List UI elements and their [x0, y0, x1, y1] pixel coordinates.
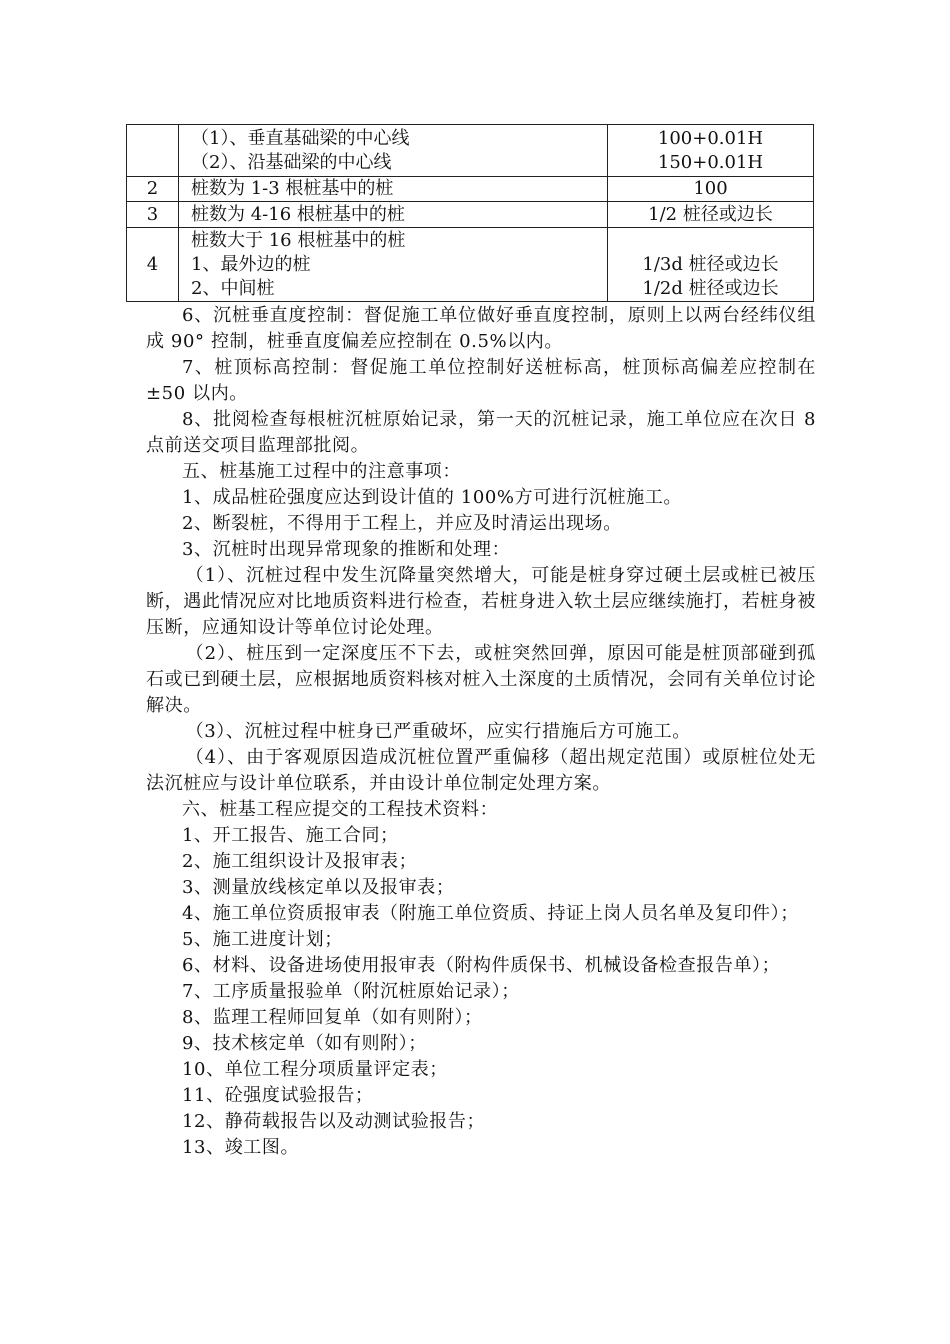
- row-number: [127, 125, 179, 177]
- list-item: 13、竣工图。: [182, 1137, 300, 1158]
- paragraph: （1）、沉桩过程中发生沉降量突然增大，可能是桩身穿过硬土层或桩已被压断，遇此情况应对比地质资料进行检查，若桩身进入软土层应继续施打，若桩身被压断，应通知设计等单位讨论处理。: [146, 565, 816, 638]
- paragraph: 1、成品桩砼强度应达到设计值的 100%方可进行沉桩施工。: [182, 487, 683, 508]
- list-item: 12、静荷载报告以及动测试验报告；: [182, 1111, 486, 1132]
- list-item: 3、测量放线核定单以及报审表；: [182, 877, 455, 898]
- document-body: [146, 303, 816, 1161]
- paragraph: 6、沉桩垂直度控制：督促施工单位做好垂直度控制，原则上以两台经纬仪组成 90° 控制，桩垂直度偏差应控制在 0.5%以内。: [146, 305, 816, 352]
- description-line: 1、最外边的桩: [191, 253, 311, 275]
- row-number: 4: [127, 228, 179, 302]
- description-line: 2、中间桩: [191, 277, 275, 299]
- section-heading: 五、桩基施工过程中的注意事项：: [182, 461, 461, 482]
- paragraph: （4）、由于客观原因造成沉桩位置严重偏移（超出规定范围）或原桩位处无法沉桩应与设计单位联系，并由设计单位制定处理方案。: [146, 747, 816, 794]
- value-line: 1/3d 桩径或边长: [642, 253, 779, 275]
- list-item: 7、工序质量报验单（附沉桩原始记录）；: [182, 981, 520, 1002]
- paragraph: 3、沉桩时出现异常现象的推断和处理：: [182, 539, 511, 560]
- list-item: 6、材料、设备进场使用报审表（附构件质保书、机械设备检查报告单）；: [182, 955, 781, 976]
- row-value: [608, 228, 814, 302]
- row-description: [179, 125, 608, 177]
- value-line: 150+0.01H: [657, 151, 764, 173]
- section-heading: 六、桩基工程应提交的工程技术资料：: [182, 799, 499, 820]
- value-line: [614, 229, 807, 253]
- description-line: （2）、沿基础梁的中心线: [191, 151, 392, 173]
- row-number: 2: [127, 177, 179, 202]
- row-description: [179, 228, 608, 302]
- tolerance-table: [126, 124, 814, 302]
- list-item: 2、施工组织设计及报审表；: [182, 851, 418, 872]
- row-value: [608, 177, 814, 202]
- row-value: [608, 125, 814, 177]
- paragraph: （2）、桩压到一定深度压不下去，或桩突然回弹，原因可能是桩顶部碰到孤石或已到硬土层，应根据地质资料核对桩入土深度的土质情况，会同有关单位讨论解决。: [146, 643, 816, 716]
- list-item: 5、施工进度计划；: [182, 929, 343, 950]
- list-item: 8、监理工程师回复单（如有则附）；: [182, 1007, 483, 1028]
- paragraph: 2、断裂桩，不得用于工程上，并应及时清运出现场。: [182, 513, 622, 534]
- description-line: （1）、垂直基础梁的中心线: [191, 127, 410, 149]
- row-value: [608, 202, 814, 228]
- list-item: 9、技术核定单（如有则附）；: [182, 1033, 427, 1054]
- row-number: 3: [127, 202, 179, 228]
- list-item: 11、砼强度试验报告；: [182, 1085, 374, 1106]
- paragraph: 8、批阅检查每根桩沉桩原始记录，第一天的沉桩记录，施工单位应在次日 8 点前送交项目监理部批阅。: [146, 409, 816, 456]
- list-item: 10、单位工程分项质量评定表；: [182, 1059, 448, 1080]
- description-line: 桩数为 1-3 根桩基中的桩: [191, 178, 394, 199]
- table-row: [127, 125, 814, 177]
- row-description: [179, 202, 608, 228]
- row-description: [179, 177, 608, 202]
- paragraph: 7、桩顶标高控制：督促施工单位控制好送桩标高，桩顶标高偏差应控制在±50 以内。: [146, 357, 816, 404]
- list-item: 4、施工单位资质报审表（附施工单位资质、持证上岗人员名单及复印件）；: [182, 903, 799, 924]
- list-item: 1、开工报告、施工合同；: [182, 825, 399, 846]
- value-line: 100: [693, 178, 728, 199]
- description-line: 桩数为 4-16 根桩基中的桩: [191, 203, 405, 225]
- description-line: 桩数大于 16 根桩基中的桩: [191, 229, 406, 251]
- value-line: 100+0.01H: [657, 127, 764, 149]
- value-line: 1/2 桩径或边长: [648, 203, 773, 225]
- paragraph: （3）、沉桩过程中桩身已严重破坏，应实行措施后方可施工。: [185, 721, 691, 742]
- table-row: [127, 228, 814, 302]
- table-row: [127, 202, 814, 228]
- value-line: 1/2d 桩径或边长: [642, 277, 779, 299]
- table-row: [127, 177, 814, 202]
